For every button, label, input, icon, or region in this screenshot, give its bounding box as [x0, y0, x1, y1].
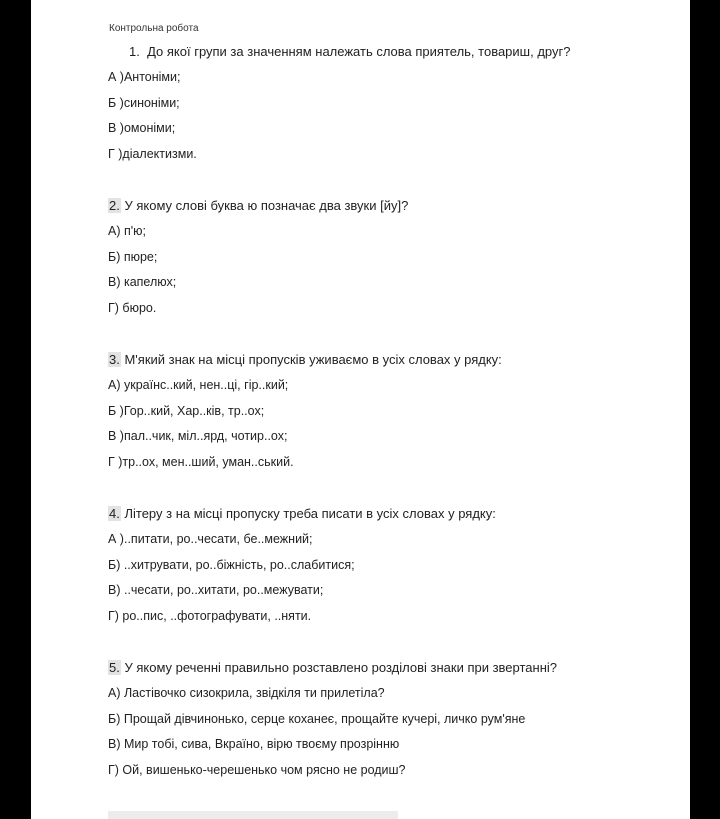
question-number: 3. — [109, 352, 120, 367]
answer-option: Г) ро..пис, ..фотографувати, ..няти. — [108, 609, 312, 623]
answer-option: Г )тр..ох, мен..ший, уман..ський. — [108, 455, 294, 469]
answer-option: В) ..чесати, ро..хитати, ро..межувати; — [108, 583, 324, 597]
answer-option: А) п'ю; — [108, 224, 146, 238]
question-2 — [108, 198, 408, 213]
question-text: М'який знак на місці пропусків уживаємо в усіх словах у рядку: — [124, 352, 502, 367]
answer-option: А )..питати, ро..чесати, бе..межний; — [108, 532, 313, 546]
answer-option: Б )синоніми; — [108, 96, 180, 110]
cut-off-next-question — [108, 811, 398, 819]
question-text: До якої групи за значенням належать слова приятель, товариш, друг? — [147, 44, 571, 59]
answer-option: А) Ластівочко сизокрила, звідкіля ти прилетіла? — [108, 686, 385, 700]
answer-option: В) Мир тобі, сива, Вкраїно, вірю твоєму прозрінню — [108, 737, 400, 751]
question-5 — [108, 660, 557, 675]
question-number: 2. — [109, 198, 120, 213]
answer-option: Б )Гор..кий, Хар..ків, тр..ох; — [108, 404, 265, 418]
question-number: 5. — [109, 660, 120, 675]
answer-option: Б) пюре; — [108, 250, 158, 264]
document-page — [31, 0, 690, 819]
answer-option: В )омоніми; — [108, 121, 176, 135]
question-text: Літеру з на місці пропуску треба писати в усіх словах у рядку: — [124, 506, 496, 521]
answer-option: А) українс..кий, нен..ці, гір..кий; — [108, 378, 289, 392]
question-1 — [129, 44, 570, 59]
question-4 — [108, 506, 496, 521]
question-text: У якому слові буква ю позначає два звуки [йу]? — [124, 198, 409, 213]
answer-option: В )пал..чик, міл..ярд, чотир..ох; — [108, 429, 288, 443]
document-title: Контрольна робота — [109, 23, 199, 34]
question-3 — [108, 352, 502, 367]
answer-option: Г )діалектизми. — [108, 147, 197, 161]
question-number: 4. — [109, 506, 120, 521]
answer-option: Б) ..хитрувати, ро..біжність, ро..слабитися; — [108, 558, 355, 572]
answer-option: Б) Прощай дівчинонько, серце коханеє, прощайте кучері, личко рум'яне — [108, 712, 526, 726]
answer-option: В) капелюх; — [108, 275, 177, 289]
question-text: У якому реченні правильно розставлено розділові знаки при звертанні? — [124, 660, 557, 675]
answer-option: А )Антоніми; — [108, 70, 181, 84]
answer-option: Г) Ой, вишенько-черешенько чом рясно не родиш? — [108, 763, 406, 777]
answer-option: Г) бюро. — [108, 301, 157, 315]
question-number: 1. — [129, 44, 140, 59]
